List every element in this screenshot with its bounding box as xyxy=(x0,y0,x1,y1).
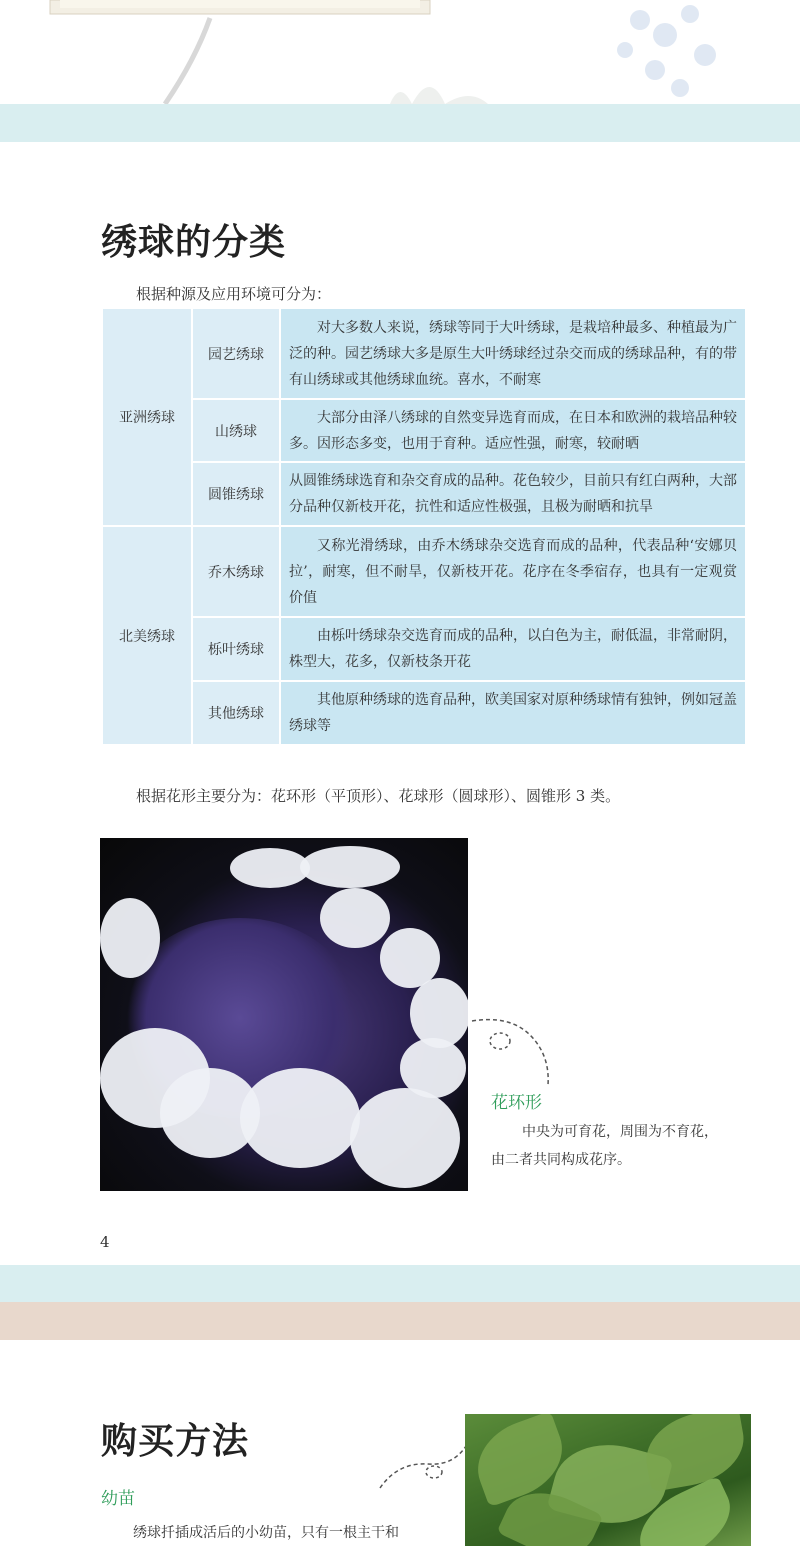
page-number: 4 xyxy=(100,1233,110,1251)
group-cell: 北美绣球 xyxy=(102,526,192,745)
table-row xyxy=(102,681,746,745)
intro-source: 根据种源及应用环境可分为： xyxy=(136,285,332,303)
divider-band-beige xyxy=(0,1302,800,1340)
type-cell: 栎叶绣球 xyxy=(192,617,280,681)
desc-cell: 其他原种绣球的选育品种，欧美国家对原种绣球情有独钟，例如冠盖绣球等 xyxy=(280,681,746,745)
table-row xyxy=(102,462,746,526)
divider-band-top xyxy=(0,104,800,142)
section-title-classification: 绣球的分类 xyxy=(101,221,287,263)
type-cell: 山绣球 xyxy=(192,399,280,462)
purchase-subtitle: 幼苗 xyxy=(101,1489,135,1509)
dashed-curl-decoration xyxy=(470,1015,560,1090)
group-cell: 亚洲绣球 xyxy=(102,308,192,526)
divider-band-blue xyxy=(0,1265,800,1302)
lacecap-hydrangea-photo xyxy=(100,838,468,1191)
caption-text-line1: 中央为可育花，周围为不育花， xyxy=(522,1124,718,1140)
table-row xyxy=(102,308,746,399)
classification-table xyxy=(101,307,747,746)
caption-text-line2: 由二者共同构成花序。 xyxy=(491,1152,631,1168)
dashed-curl-decoration xyxy=(378,1442,468,1492)
purchase-text: 绣球扦插成活后的小幼苗，只有一根主干和 xyxy=(133,1525,399,1541)
type-cell: 乔木绣球 xyxy=(192,526,280,617)
section-title-purchase: 购买方法 xyxy=(101,1420,250,1462)
desc-cell: 由栎叶绣球杂交选育而成的品种，以白色为主，耐低温，非常耐阴，株型大，花多，仅新枝条开花 xyxy=(280,617,746,681)
table-row xyxy=(102,617,746,681)
flower-illustration xyxy=(0,0,800,104)
top-illustration xyxy=(0,0,800,104)
seedling-leaves-photo xyxy=(465,1414,751,1546)
table-row xyxy=(102,399,746,462)
desc-cell: 从圆锥绣球选育和杂交育成的品种。花色较少，目前只有红白两种，大部分品种仅新枝开花，抗性和适应性极强，且极为耐晒和抗旱 xyxy=(280,462,746,526)
table-row xyxy=(102,526,746,617)
desc-cell: 大部分由泽八绣球的自然变异选育而成，在日本和欧洲的栽培品种较多。因形态多变，也用于育种。适应性强，耐寒，较耐晒 xyxy=(280,399,746,462)
desc-cell: 又称光滑绣球，由乔木绣球杂交选育而成的品种，代表品种‘安娜贝拉’，耐寒，但不耐旱，仅新枝开花。花序在冬季宿存，也具有一定观赏价值 xyxy=(280,526,746,617)
type-cell: 其他绣球 xyxy=(192,681,280,745)
type-cell: 圆锥绣球 xyxy=(192,462,280,526)
desc-cell: 对大多数人来说，绣球等同于大叶绣球，是栽培种最多、种植最为广泛的种。园艺绣球大多是原生大叶绣球经过杂交而成的绣球品种，有的带有山绣球或其他绣球血统。喜水，不耐寒 xyxy=(280,308,746,399)
intro-flower-shape: 根据花形主要分为：花环形（平顶形）、花球形（圆球形）、圆锥形 3 类。 xyxy=(136,787,621,805)
caption-title: 花环形 xyxy=(491,1093,542,1113)
type-cell: 园艺绣球 xyxy=(192,308,280,399)
